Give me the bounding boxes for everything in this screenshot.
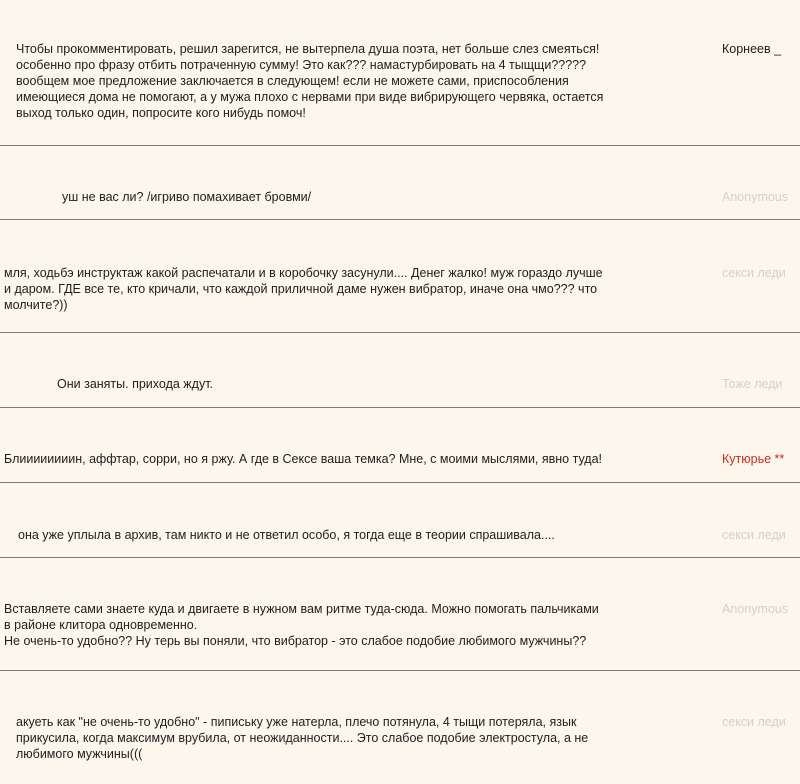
comment-author[interactable]: Кутюрье ** [722,452,785,466]
comment-text: акуеть как "не очень-то удобно" - пипиську уже натерла, плечо потянула, 4 тыщи потеряла, язык прикусила, когда максимум врубила, от неожиданности.... Это слабое подобие электростула, а не любимого мужчины((( [16,715,589,761]
comment-author[interactable]: Anonymous [722,602,789,616]
comment [0,146,800,219]
comment-text: Чтобы прокомментировать, решил зарегится, не вытерпела душа поэта, нет больше слез смеяться! особенно про фразу отбить потраченную сумму! Это как??? намастурбировать на 4 тыщщи????? вообщем мое предложение заключается в следующем! если не можете сами, приспособления имеющиеся дома не помогают, а у мужа плохо с нервами при виде вибрирующего червяка, остается выход только один, попросите кого нибудь помоч! [16,42,604,120]
comment-author[interactable]: Anonymous [722,190,789,204]
comment-text: Вставляете сами знаете куда и двигаете в нужном вам ритме туда-сюда. Можно помогать пальчиками в районе клитора одновременно. Не очень-то удобно?? Ну терь вы поняли, что вибратор - это слабое подобие любимого мужчины?? [4,602,599,648]
comment [0,671,800,784]
comment-text: уш не вас ли? /игриво помахивает бровми/ [62,190,312,204]
comment [0,408,800,482]
comment [0,483,800,557]
comment [0,220,800,332]
comment-author[interactable]: Корнеев _ [722,42,782,56]
comment [0,0,800,145]
comment-text: она уже уплыла в архив, там никто и не ответил особо, я тогда еще в теории спрашивала.... [18,528,555,542]
comment-author[interactable]: секси леди [722,528,786,542]
comment-author[interactable]: Тоже леди [722,377,783,391]
comment-text: мля, ходьбэ инструктаж какой распечатали и в коробочку засунули.... Денег жалко! муж гораздо лучше и даром. ГДЕ все те, кто кричали, что каждой приличной даме нужен вибратор, иначе она чмо??? что молчите?)) [4,266,603,312]
comment-author[interactable]: секси леди [722,715,786,729]
comment [0,333,800,407]
comment-text: Они заняты. прихода ждут. [57,377,214,391]
comment-text: Блиииииииин, аффтар, сорри, но я ржу. А где в Сексе ваша темка? Мне, с моими мыслями, явно туда! [4,452,603,466]
comment-author[interactable]: секси леди [722,266,786,280]
comment [0,558,800,670]
